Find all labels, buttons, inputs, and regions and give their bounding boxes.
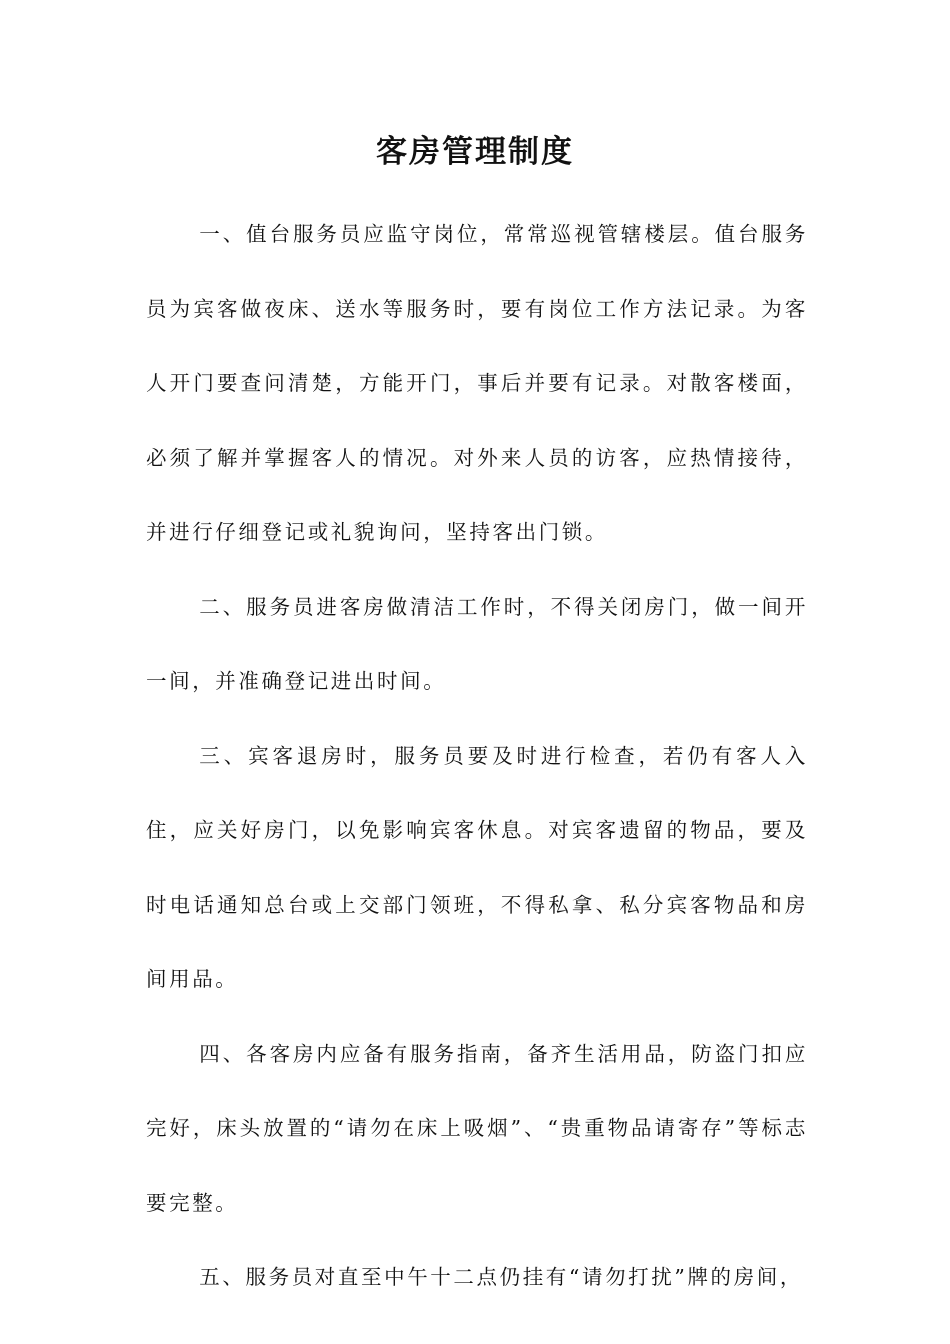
document-body bbox=[146, 197, 808, 1315]
paragraph-3: 三、宾客退房时，服务员要及时进行检查，若仍有客人入住，应关好房门，以免影响宾客休息。对宾客遗留的物品，要及时电话通知总台或上交部门领班，不得私拿、私分宾客物品和房间用品。 bbox=[146, 743, 808, 991]
paragraph-5: 五、服务员对直至中午十二点仍挂有“请勿打扰”牌的房间， bbox=[199, 1265, 803, 1289]
document-title: 客房管理制度 bbox=[376, 134, 574, 170]
paragraph-2: 二、服务员进客房做清洁工作时，不得关闭房门，做一间开一间，并准确登记进出时间。 bbox=[146, 594, 808, 693]
paragraph-1: 一、值台服务员应监守岗位，常常巡视管辖楼层。值台服务员为宾客做夜床、送水等服务时，要有岗位工作方法记录。为客人开门要查问清楚，方能开门，事后并要有记录。对散客楼面，必须了解并掌握客人的情况。对外来人员的访客，应热情接待，并进行仔细登记或礼貌询问，坚持客出门锁。 bbox=[146, 222, 808, 544]
paragraph-4: 四、各客房内应备有服务指南，备齐生活用品，防盗门扣应完好，床头放置的“请勿在床上吸烟”、“贵重物品请寄存”等标志要完整。 bbox=[146, 1041, 808, 1215]
